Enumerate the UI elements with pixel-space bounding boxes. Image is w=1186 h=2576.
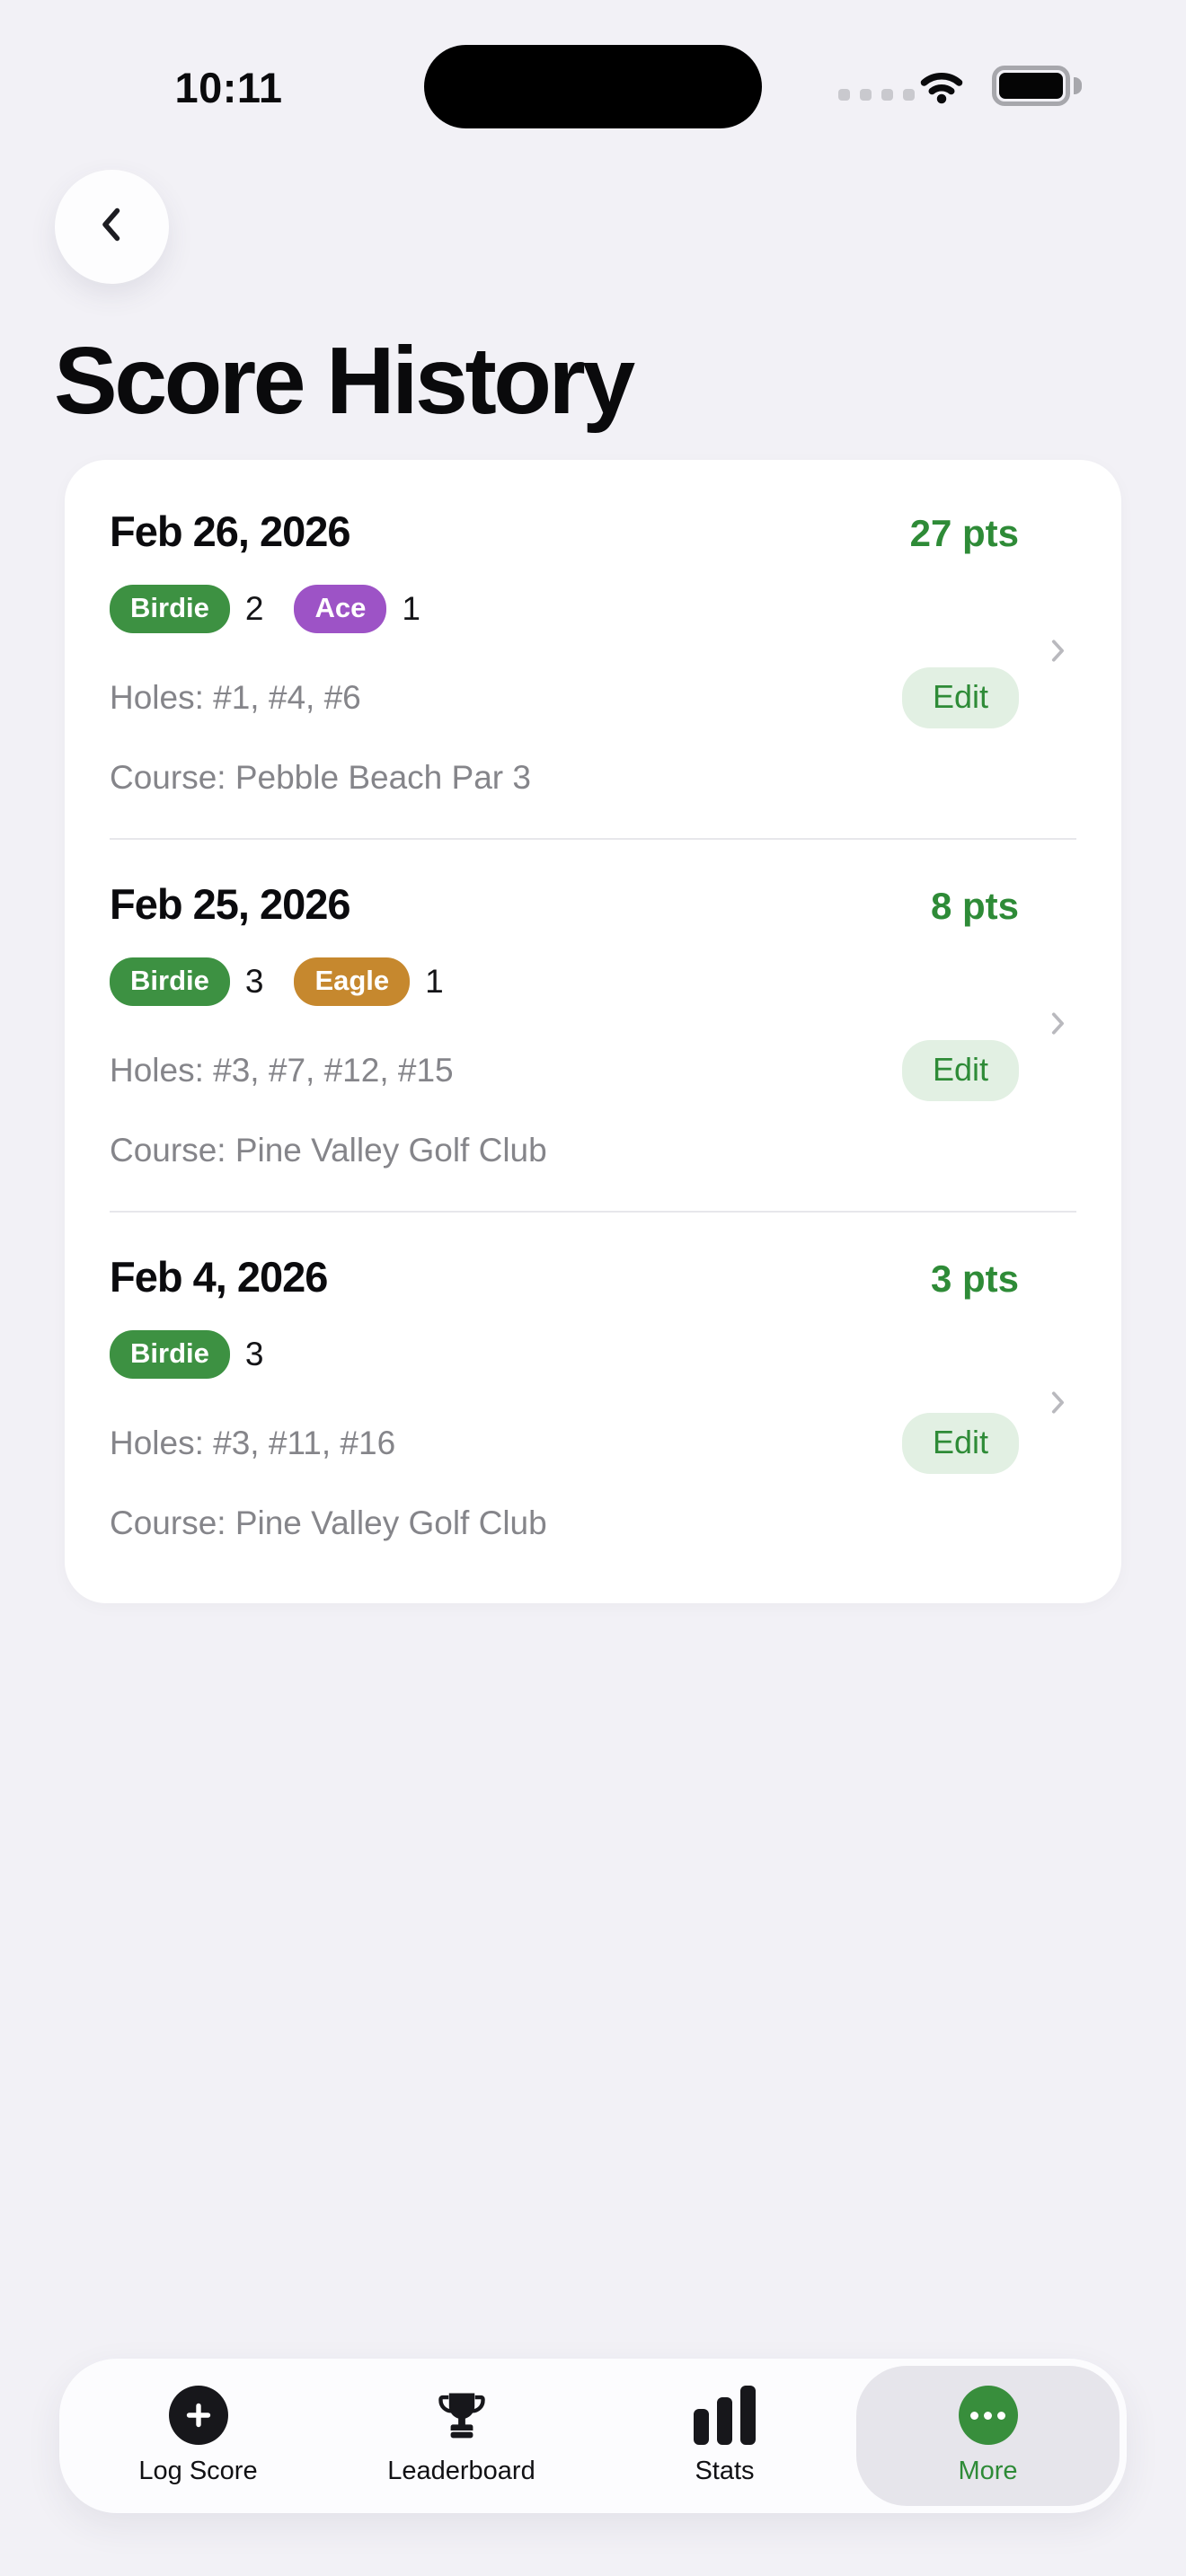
tab-bar: [59, 2359, 1127, 2513]
plus-circle-icon: [169, 2386, 228, 2445]
tab-more[interactable]: [856, 2366, 1120, 2506]
back-button[interactable]: [55, 170, 169, 284]
tab-label: Leaderboard: [387, 2457, 535, 2485]
score-history-card: [65, 460, 1121, 1603]
ellipsis-circle-icon: [959, 2386, 1018, 2445]
entry-date: Feb 4, 2026: [110, 1253, 328, 1301]
badge-count: 1: [402, 590, 420, 627]
badge-count: 3: [244, 963, 264, 1000]
entry-course: Course: Pine Valley Golf Club: [110, 1132, 547, 1169]
entry-points: 27 pts: [909, 512, 1019, 554]
tab-log-score[interactable]: [66, 2366, 330, 2506]
badge-row: [110, 1330, 1019, 1379]
score-entry[interactable]: [110, 467, 1076, 840]
entry-points: 3 pts: [930, 1257, 1019, 1300]
bar-chart-icon: [694, 2386, 756, 2445]
tab-stats[interactable]: [593, 2366, 856, 2506]
badge-count: 1: [425, 963, 444, 1000]
badge-birdie: Birdie: [110, 1330, 230, 1379]
score-entry[interactable]: [110, 840, 1076, 1213]
entry-course: Course: Pebble Beach Par 3: [110, 759, 531, 796]
chevron-right-icon: [1042, 1003, 1073, 1047]
entry-date: Feb 25, 2026: [110, 880, 350, 928]
badge-birdie: Birdie: [110, 957, 230, 1006]
entry-holes: Holes: #3, #7, #12, #15: [110, 1052, 454, 1089]
status-time: 10:11: [174, 64, 283, 111]
chevron-left-icon: [90, 202, 135, 251]
edit-button[interactable]: Edit: [902, 667, 1019, 728]
entry-points: 8 pts: [930, 885, 1019, 927]
battery-nub: [1074, 77, 1082, 94]
entry-date: Feb 26, 2026: [110, 507, 350, 555]
chevron-right-icon: [1042, 1382, 1073, 1426]
badge-row: [110, 957, 1019, 1006]
badge-row: [110, 585, 1019, 633]
edit-button[interactable]: Edit: [902, 1413, 1019, 1474]
edit-button[interactable]: Edit: [902, 1040, 1019, 1101]
tab-label: More: [958, 2457, 1018, 2485]
wifi-icon: [915, 63, 969, 109]
cellular-signal-icon: [838, 89, 915, 101]
trophy-icon: [434, 2386, 490, 2445]
entry-course: Course: Pine Valley Golf Club: [110, 1504, 547, 1541]
tab-leaderboard[interactable]: [330, 2366, 593, 2506]
chevron-right-icon: [1042, 631, 1073, 675]
tab-label: Stats: [695, 2457, 755, 2485]
badge-count: 3: [244, 1336, 264, 1372]
score-entry[interactable]: [110, 1213, 1076, 1596]
battery-icon: [992, 66, 1070, 106]
entry-holes: Holes: #1, #4, #6: [110, 679, 361, 716]
badge-count: 2: [244, 590, 264, 627]
entry-holes: Holes: #3, #11, #16: [110, 1425, 396, 1461]
badge-eagle: Eagle: [294, 957, 410, 1006]
page-title: Score History: [54, 328, 633, 434]
tab-label: Log Score: [138, 2457, 258, 2485]
dynamic-island: [424, 45, 762, 128]
badge-ace: Ace: [294, 585, 386, 633]
badge-birdie: Birdie: [110, 585, 230, 633]
